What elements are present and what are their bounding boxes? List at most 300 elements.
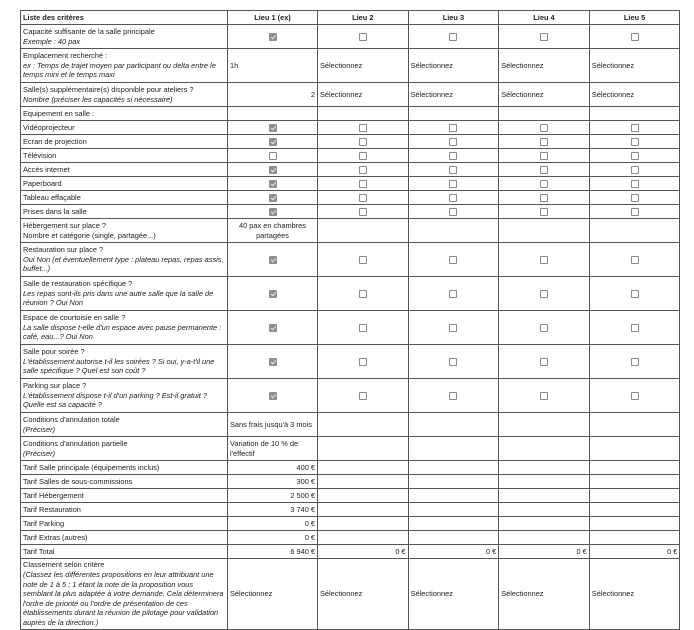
checkbox-unchecked[interactable] — [631, 358, 639, 366]
lieu-2-cell — [318, 205, 409, 219]
criteria-label: Espace de courtoisie en salle ? — [23, 313, 126, 323]
lieu-3-cell — [408, 345, 499, 379]
checkbox-unchecked[interactable] — [449, 138, 457, 146]
lieu-5-cell — [589, 413, 680, 437]
header-criteria: Liste des critères — [21, 11, 228, 25]
lieu-3-cell — [408, 531, 499, 545]
lieu-1-cell — [228, 25, 318, 49]
select-dropdown[interactable]: Sélectionnez — [410, 89, 453, 99]
lieu-2-cell — [318, 559, 409, 630]
lieu-5-cell — [589, 437, 680, 461]
lieu-4-cell — [499, 177, 590, 191]
lieu-4-cell — [499, 121, 590, 135]
checkbox-unchecked[interactable] — [359, 324, 367, 332]
checkbox-unchecked[interactable] — [540, 180, 548, 188]
price-value[interactable]: 0 € — [304, 518, 315, 528]
lieu-1-cell — [228, 149, 318, 163]
lieu-1-cell — [228, 517, 318, 531]
table-row — [21, 311, 680, 345]
checkbox-checked[interactable] — [269, 208, 277, 216]
criteria-cell — [21, 121, 228, 135]
checkbox-unchecked[interactable] — [359, 290, 367, 298]
table-row — [21, 517, 680, 531]
checkbox-checked[interactable] — [269, 392, 277, 400]
lieu-1-cell — [228, 121, 318, 135]
select-dropdown[interactable]: Sélectionnez — [501, 89, 544, 99]
header-lieu-1: Lieu 1 (ex) — [228, 11, 318, 25]
criteria-label: Accès internet — [23, 164, 70, 174]
criteria-label: Classement selon critère — [23, 560, 105, 570]
criteria-cell — [21, 475, 228, 489]
criteria-cell — [21, 163, 228, 177]
checkbox-checked[interactable] — [269, 138, 277, 146]
lieu-3-cell — [408, 461, 499, 475]
lieu-3-cell — [408, 163, 499, 177]
text-field[interactable]: Sans frais jusqu'à 3 mois — [230, 419, 312, 429]
lieu-4-cell — [499, 475, 590, 489]
checkbox-unchecked[interactable] — [540, 358, 548, 366]
checkbox-checked[interactable] — [269, 124, 277, 132]
lieu-2-cell — [318, 25, 409, 49]
lieu-3-cell — [408, 149, 499, 163]
lieu-2-cell — [318, 121, 409, 135]
checkbox-checked[interactable] — [269, 358, 277, 366]
checkbox-unchecked[interactable] — [449, 194, 457, 202]
table-row — [21, 379, 680, 413]
lieu-1-cell — [228, 379, 318, 413]
criteria-cell — [21, 219, 228, 243]
criteria-hint: (Préciser) — [23, 424, 56, 434]
lieu-3-cell — [408, 437, 499, 461]
lieu-4-cell — [499, 311, 590, 345]
lieu-3-cell — [408, 503, 499, 517]
lieu-5-cell — [589, 49, 680, 83]
criteria-label: Tarif Extras (autres) — [23, 532, 88, 542]
checkbox-unchecked[interactable] — [449, 324, 457, 332]
lieu-1-cell — [228, 503, 318, 517]
lieu-5-cell — [589, 121, 680, 135]
lieu-2-cell — [318, 379, 409, 413]
table-row — [21, 345, 680, 379]
checkbox-checked[interactable] — [269, 256, 277, 264]
lieu-3-cell — [408, 559, 499, 630]
lieu-3-cell — [408, 205, 499, 219]
lieu-4-cell — [499, 277, 590, 311]
price-value: 0 € — [395, 546, 406, 556]
lieu-1-cell — [228, 205, 318, 219]
checkbox-unchecked[interactable] — [449, 358, 457, 366]
checkbox-unchecked[interactable] — [359, 166, 367, 174]
lieu-1-cell — [228, 107, 318, 121]
checkbox-unchecked[interactable] — [631, 208, 639, 216]
criteria-cell — [21, 489, 228, 503]
lieu-3-cell — [408, 25, 499, 49]
checkbox-unchecked[interactable] — [631, 124, 639, 132]
table-row — [21, 135, 680, 149]
table-row — [21, 219, 680, 243]
header-lieu-2: Lieu 2 — [318, 11, 409, 25]
checkbox-unchecked[interactable] — [631, 392, 639, 400]
checkbox-unchecked[interactable] — [359, 33, 367, 41]
lieu-5-cell — [589, 277, 680, 311]
checkbox-unchecked[interactable] — [449, 392, 457, 400]
checkbox-unchecked[interactable] — [631, 324, 639, 332]
criteria-label: Capacité suffisante de la salle principale — [23, 26, 155, 36]
lieu-2-cell — [318, 191, 409, 205]
lieu-2-cell — [318, 413, 409, 437]
lieu-5-cell — [589, 191, 680, 205]
select-dropdown[interactable]: Sélectionnez — [591, 60, 635, 70]
criteria-cell — [21, 205, 228, 219]
criteria-cell — [21, 149, 228, 163]
criteria-hint: ex : Temps de trajet moyen par participant ou delta entre le temps mini et le temps maxi — [23, 60, 216, 80]
lieu-1-cell — [228, 277, 318, 311]
lieu-1-cell — [228, 135, 318, 149]
table-row — [21, 489, 680, 503]
criteria-label: Tableau effaçable — [23, 192, 81, 202]
table-row — [21, 107, 680, 121]
select-dropdown[interactable]: Sélectionnez — [591, 89, 635, 99]
criteria-hint: Nombre et catégorie (single, partagée...) — [23, 230, 156, 240]
lieu-2-cell — [318, 83, 409, 107]
table-row — [21, 503, 680, 517]
checkbox-unchecked[interactable] — [359, 194, 367, 202]
lieu-4-cell — [499, 489, 590, 503]
select-dropdown[interactable]: Sélectionnez — [410, 60, 453, 70]
lieu-3-cell — [408, 219, 499, 243]
lieu-5-cell — [589, 135, 680, 149]
checkbox-unchecked[interactable] — [631, 138, 639, 146]
criteria-label: Restauration sur place ? — [23, 245, 104, 255]
lieu-3-cell — [408, 135, 499, 149]
checkbox-unchecked[interactable] — [449, 180, 457, 188]
table-row — [21, 191, 680, 205]
lieu-4-cell — [499, 205, 590, 219]
lieu-4-cell — [499, 503, 590, 517]
checkbox-unchecked[interactable] — [540, 124, 548, 132]
checkbox-unchecked[interactable] — [359, 180, 367, 188]
criteria-label: Prises dans la salle — [23, 206, 87, 216]
lieu-5-cell — [589, 219, 680, 243]
checkbox-checked[interactable] — [269, 324, 277, 332]
criteria-cell — [21, 311, 228, 345]
criteria-label: Tarif Restauration — [23, 504, 81, 514]
criteria-cell — [21, 83, 228, 107]
lieu-3-cell — [408, 243, 499, 277]
lieu-4-cell — [499, 243, 590, 277]
select-dropdown[interactable]: Sélectionnez — [230, 589, 273, 599]
checkbox-unchecked[interactable] — [540, 166, 548, 174]
table-row — [21, 531, 680, 545]
lieu-4-cell — [499, 413, 590, 437]
select-dropdown[interactable]: 1h — [230, 60, 239, 70]
checkbox-unchecked[interactable] — [631, 180, 639, 188]
criteria-label: Salle(s) supplémentaire(s) disponible pour ateliers ? — [23, 84, 194, 94]
lieu-4-cell — [499, 49, 590, 83]
lieu-1-cell — [228, 559, 318, 630]
text-field[interactable]: 40 pax en chambres partagées — [239, 220, 306, 240]
price-value[interactable]: 2 500 € — [290, 490, 315, 500]
select-dropdown[interactable]: Sélectionnez — [501, 589, 544, 599]
checkbox-unchecked[interactable] — [540, 138, 548, 146]
lieu-3-cell — [408, 475, 499, 489]
criteria-cell — [21, 135, 228, 149]
lieu-1-cell — [228, 177, 318, 191]
lieu-3-cell — [408, 517, 499, 531]
checkbox-unchecked[interactable] — [359, 138, 367, 146]
checkbox-unchecked[interactable] — [359, 392, 367, 400]
lieu-2-cell — [318, 149, 409, 163]
price-value: 0 € — [485, 546, 497, 556]
criteria-label: Tarif Hébergement — [23, 490, 84, 500]
checkbox-unchecked[interactable] — [540, 194, 548, 202]
lieu-4-cell — [499, 25, 590, 49]
criteria-hint: Exemple : 40 pax — [23, 36, 81, 46]
criteria-hint: L'établissement dispose t-il d'un parking ? Est-il gratuit ? Quelle est sa capacité ? — [23, 390, 207, 410]
lieu-4-cell — [499, 461, 590, 475]
checkbox-unchecked[interactable] — [449, 152, 457, 160]
lieu-5-cell — [589, 531, 680, 545]
lieu-5-cell — [589, 475, 680, 489]
criteria-table — [20, 10, 680, 630]
table-row — [21, 177, 680, 191]
lieu-4-cell — [499, 163, 590, 177]
lieu-5-cell — [589, 517, 680, 531]
criteria-cell — [21, 25, 228, 49]
lieu-2-cell — [318, 311, 409, 345]
criteria-cell — [21, 345, 228, 379]
checkbox-unchecked[interactable] — [540, 324, 548, 332]
table-row — [21, 149, 680, 163]
criteria-hint: La salle dispose t-elle d'un espace avec pause permanente : café, eau...? Oui Non — [23, 322, 222, 342]
lieu-5-cell — [589, 149, 680, 163]
checkbox-unchecked[interactable] — [631, 256, 639, 264]
criteria-hint: L'établissement autorise t-il les soirées ? Si oui, y-a-t'il une salle spécifique ? Quel est son coût ? — [23, 356, 215, 376]
lieu-4-cell — [499, 219, 590, 243]
criteria-cell — [21, 243, 228, 277]
criteria-label: Vidéoprojecteur — [23, 122, 75, 132]
lieu-5-cell — [589, 503, 680, 517]
lieu-4-cell — [499, 531, 590, 545]
select-dropdown[interactable]: Sélectionnez — [320, 589, 363, 599]
checkbox-unchecked[interactable] — [540, 290, 548, 298]
checkbox-unchecked[interactable] — [631, 290, 639, 298]
table-row — [21, 163, 680, 177]
checkbox-unchecked[interactable] — [449, 166, 457, 174]
criteria-cell — [21, 379, 228, 413]
checkbox-checked[interactable] — [269, 166, 277, 174]
lieu-4-cell — [499, 107, 590, 121]
checkbox-unchecked[interactable] — [540, 208, 548, 216]
header-lieu-4: Lieu 4 — [499, 11, 590, 25]
lieu-2-cell — [318, 277, 409, 311]
lieu-3-cell — [408, 121, 499, 135]
lieu-1-cell — [228, 83, 318, 107]
lieu-3-cell — [408, 545, 499, 559]
criteria-label: Salle de restauration spécifique ? — [23, 279, 133, 289]
select-dropdown[interactable]: Sélectionnez — [501, 60, 544, 70]
lieu-3-cell — [408, 277, 499, 311]
lieu-5-cell — [589, 559, 680, 630]
checkbox-unchecked[interactable] — [449, 256, 457, 264]
price-value[interactable]: 3 740 € — [290, 504, 315, 514]
lieu-3-cell — [408, 311, 499, 345]
criteria-hint: (Classez les différentes propositions en leur attribuant une note de 1 à 5 ; 1 étant la note de la proposition vous semblant la plus adaptée à votre demande. Cela déterminera l'ordre de priorité ou l'ordre de présentation de ces établissements durant la réunion de pilotage pour validation auprès de la direction.) — [23, 570, 224, 627]
criteria-hint: Oui Non (et éventuellement type : plateau repas, repas assis, buffet...) — [23, 254, 224, 274]
select-dropdown[interactable]: Sélectionnez — [320, 60, 363, 70]
lieu-3-cell — [408, 49, 499, 83]
lieu-4-cell — [499, 345, 590, 379]
criteria-label: Ecran de projection — [23, 136, 87, 146]
lieu-3-cell — [408, 413, 499, 437]
lieu-3-cell — [408, 83, 499, 107]
lieu-1-cell — [228, 49, 318, 83]
checkbox-unchecked[interactable] — [449, 290, 457, 298]
lieu-1-cell — [228, 413, 318, 437]
criteria-cell — [21, 277, 228, 311]
value-field[interactable]: 2 — [310, 89, 315, 99]
lieu-5-cell — [589, 545, 680, 559]
checkbox-checked[interactable] — [269, 194, 277, 202]
lieu-4-cell — [499, 545, 590, 559]
lieu-3-cell — [408, 379, 499, 413]
criteria-label: Equipement en salle : — [23, 108, 95, 118]
criteria-label: Tarif Salles de sous-commissions — [23, 476, 133, 486]
lieu-5-cell — [589, 83, 680, 107]
lieu-2-cell — [318, 107, 409, 121]
criteria-cell — [21, 191, 228, 205]
price-value[interactable]: 400 € — [296, 462, 315, 472]
lieu-4-cell — [499, 379, 590, 413]
lieu-3-cell — [408, 489, 499, 503]
lieu-5-cell — [589, 177, 680, 191]
criteria-label: Tarif Parking — [23, 518, 65, 528]
lieu-1-cell — [228, 461, 318, 475]
lieu-1-cell — [228, 311, 318, 345]
criteria-label: Tarif Total — [23, 546, 55, 556]
table-row — [21, 559, 680, 630]
criteria-cell — [21, 545, 228, 559]
checkbox-unchecked[interactable] — [359, 124, 367, 132]
lieu-2-cell — [318, 545, 409, 559]
checkbox-unchecked[interactable] — [359, 208, 367, 216]
criteria-cell — [21, 177, 228, 191]
lieu-1-cell — [228, 191, 318, 205]
criteria-cell — [21, 503, 228, 517]
lieu-5-cell — [589, 489, 680, 503]
lieu-2-cell — [318, 517, 409, 531]
lieu-4-cell — [499, 191, 590, 205]
table-row — [21, 83, 680, 107]
checkbox-unchecked[interactable] — [269, 152, 277, 160]
checkbox-unchecked[interactable] — [540, 392, 548, 400]
lieu-5-cell — [589, 243, 680, 277]
lieu-3-cell — [408, 191, 499, 205]
checkbox-unchecked[interactable] — [449, 208, 457, 216]
text-field[interactable]: Variation de 10 % de l'effectif — [230, 438, 299, 458]
lieu-4-cell — [499, 83, 590, 107]
table-row — [21, 205, 680, 219]
checkbox-unchecked[interactable] — [631, 166, 639, 174]
criteria-cell — [21, 437, 228, 461]
price-value: 6 940 € — [290, 546, 315, 556]
select-dropdown[interactable]: Sélectionnez — [410, 589, 453, 599]
criteria-hint: (Préciser) — [23, 448, 56, 458]
lieu-4-cell — [499, 135, 590, 149]
checkbox-unchecked[interactable] — [449, 124, 457, 132]
checkbox-unchecked[interactable] — [359, 256, 367, 264]
header-lieu-3: Lieu 3 — [408, 11, 499, 25]
lieu-1-cell — [228, 345, 318, 379]
lieu-2-cell — [318, 437, 409, 461]
lieu-2-cell — [318, 177, 409, 191]
select-dropdown[interactable]: Sélectionnez — [320, 89, 363, 99]
lieu-5-cell — [589, 205, 680, 219]
criteria-label: Conditions d'annulation partielle — [23, 438, 128, 448]
select-dropdown[interactable]: Sélectionnez — [591, 589, 635, 599]
checkbox-checked[interactable] — [269, 33, 277, 41]
criteria-cell — [21, 531, 228, 545]
lieu-1-cell — [228, 475, 318, 489]
lieu-2-cell — [318, 531, 409, 545]
criteria-hint: Les repas sont-ils pris dans une autre salle que la salle de réunion ? Oui Non — [23, 288, 214, 308]
criteria-label: Télévision — [23, 150, 57, 160]
lieu-2-cell — [318, 345, 409, 379]
lieu-5-cell — [589, 461, 680, 475]
lieu-4-cell — [499, 149, 590, 163]
criteria-label: Conditions d'annulation totale — [23, 414, 120, 424]
checkbox-unchecked[interactable] — [359, 152, 367, 160]
price-value[interactable]: 300 € — [296, 476, 315, 486]
price-value: 0 € — [667, 546, 678, 556]
lieu-2-cell — [318, 135, 409, 149]
table-row — [21, 475, 680, 489]
table-row — [21, 49, 680, 83]
checkbox-unchecked[interactable] — [540, 256, 548, 264]
criteria-cell — [21, 461, 228, 475]
lieu-4-cell — [499, 559, 590, 630]
checkbox-unchecked[interactable] — [359, 358, 367, 366]
criteria-cell — [21, 413, 228, 437]
lieu-2-cell — [318, 461, 409, 475]
criteria-label: Emplacement recherché : — [23, 51, 108, 61]
lieu-5-cell — [589, 163, 680, 177]
lieu-1-cell — [228, 437, 318, 461]
checkbox-unchecked[interactable] — [631, 33, 639, 41]
lieu-3-cell — [408, 177, 499, 191]
criteria-hint: Nombre (préciser les capacités si nécessaire) — [23, 94, 173, 104]
price-value[interactable]: 0 € — [304, 532, 315, 542]
criteria-label: Hébergement sur place ? — [23, 220, 106, 230]
header-lieu-5: Lieu 5 — [589, 11, 680, 25]
checkbox-checked[interactable] — [269, 290, 277, 298]
lieu-4-cell — [499, 517, 590, 531]
lieu-2-cell — [318, 475, 409, 489]
table-row — [21, 461, 680, 475]
checkbox-unchecked[interactable] — [540, 152, 548, 160]
checkbox-unchecked[interactable] — [540, 33, 548, 41]
lieu-1-cell — [228, 531, 318, 545]
checkbox-unchecked[interactable] — [631, 152, 639, 160]
criteria-cell — [21, 49, 228, 83]
checkbox-unchecked[interactable] — [631, 194, 639, 202]
checkbox-checked[interactable] — [269, 180, 277, 188]
criteria-cell — [21, 559, 228, 630]
table-row — [21, 413, 680, 437]
table-row — [21, 437, 680, 461]
criteria-cell — [21, 517, 228, 531]
checkbox-unchecked[interactable] — [449, 33, 457, 41]
